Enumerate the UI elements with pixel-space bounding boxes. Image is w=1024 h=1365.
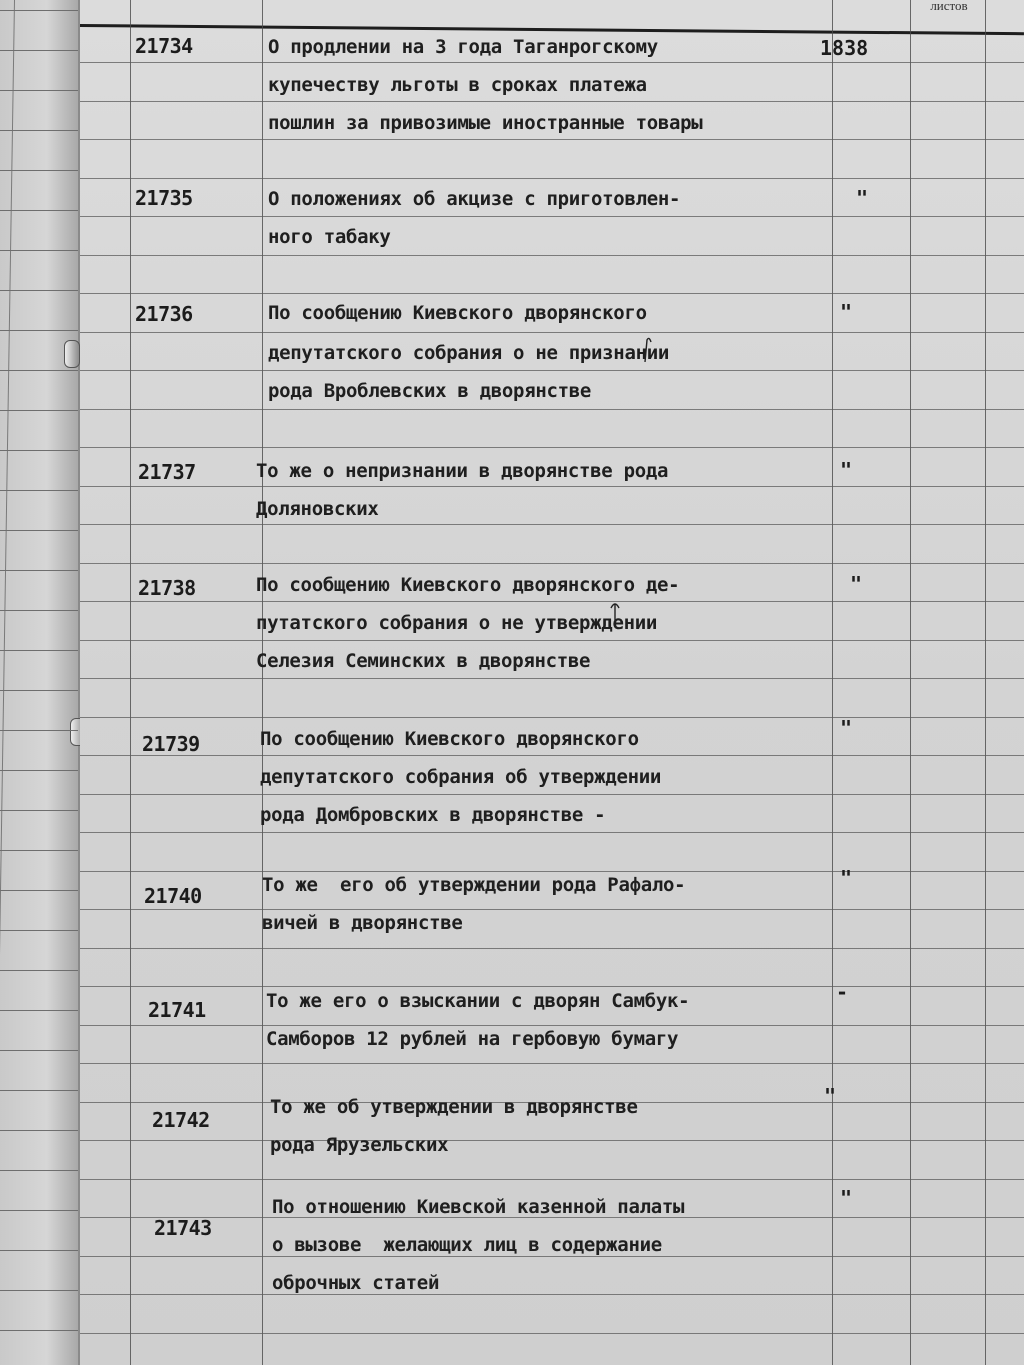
entry-title-line: депутатского собрания об утверждении — [260, 766, 662, 788]
ruled-line — [0, 130, 78, 131]
entry-date-ditto: " — [840, 1186, 853, 1210]
entry-date-ditto: " — [850, 572, 863, 596]
entry-date-ditto: " — [840, 866, 853, 890]
entry-title-line: То же его о взыскании с дворян Самбук- — [266, 990, 690, 1012]
ruled-line — [0, 410, 78, 411]
entry-title-line: вичей в дворянстве — [262, 912, 463, 934]
ruled-line — [0, 810, 78, 811]
ruled-line — [0, 170, 78, 171]
entry-title-line: То же о непризнании в дворянстве рода — [256, 460, 669, 482]
entry-title-line: По сообщению Киевского дворянского — [260, 728, 639, 750]
ruled-line — [0, 890, 78, 891]
binding-clip — [64, 340, 80, 368]
entry-date-ditto: " — [824, 1084, 837, 1108]
ruled-line — [80, 447, 1024, 448]
entry-date-ditto: " — [840, 458, 853, 482]
ruled-line — [0, 930, 78, 931]
column-divider-date — [910, 0, 911, 1365]
ruled-line — [80, 1333, 1024, 1334]
ruled-line — [80, 1063, 1024, 1064]
ruled-line — [0, 770, 78, 771]
ruled-line — [0, 1010, 78, 1011]
entry-title-line: купечеству льготы в сроках платежа — [268, 74, 647, 96]
ruled-line — [0, 1210, 78, 1211]
ruled-line — [0, 850, 78, 851]
entry-title-line: пошлин за привозимые иностранные товары — [268, 112, 703, 134]
entry-title-line: То же его об утверждении рода Рафало- — [262, 874, 686, 896]
ruled-line — [0, 1170, 78, 1171]
column-divider-margin — [130, 0, 131, 1365]
ruled-line — [0, 10, 78, 11]
entry-title-line: ного табаку — [268, 226, 391, 248]
ruled-line — [0, 210, 78, 211]
ruled-line — [0, 1130, 78, 1131]
ruled-line — [0, 1330, 78, 1331]
entry-number: 21738 — [138, 576, 196, 600]
ruled-line — [80, 1294, 1024, 1295]
ruled-line — [0, 450, 78, 451]
entry-number: 21734 — [135, 34, 193, 58]
entry-number: 21741 — [148, 998, 206, 1022]
entry-date-ditto: " — [840, 716, 853, 740]
ruled-line — [0, 690, 78, 691]
ruled-line — [0, 970, 78, 971]
entry-number: 21737 — [138, 460, 196, 484]
handwritten-insert-mark-icon — [610, 600, 620, 626]
entry-number: 21739 — [142, 732, 200, 756]
entry-number: 21735 — [135, 186, 193, 210]
entry-title-line: То же об утверждении в дворянстве — [270, 1096, 638, 1118]
entry-date-ditto: " — [840, 300, 853, 324]
ruled-line — [80, 909, 1024, 910]
column-divider-title — [832, 0, 833, 1365]
entry-number: 21742 — [152, 1108, 210, 1132]
ruled-line — [80, 524, 1024, 525]
facing-page-margin — [0, 0, 80, 1365]
ruled-line — [0, 610, 78, 611]
entry-number: 21740 — [144, 884, 202, 908]
ruled-line — [0, 90, 78, 91]
ruled-line — [80, 1179, 1024, 1180]
ruled-line — [0, 1050, 78, 1051]
entry-date-dash: - — [836, 980, 849, 1004]
entry-title-line: Доляновских — [256, 498, 379, 520]
ruled-line — [0, 1250, 78, 1251]
ruled-line — [0, 1090, 78, 1091]
handwritten-insert-mark-icon — [643, 336, 653, 362]
entry-title-line: По сообщению Киевского дворянского де- — [256, 574, 680, 596]
ruled-line — [0, 370, 78, 371]
ruled-line — [80, 717, 1024, 718]
ruled-line — [0, 330, 78, 331]
entry-title-line: рода Вроблевских в дворянстве — [268, 380, 592, 402]
entry-title-line: депутатского собрания о не признании — [268, 342, 670, 364]
ruled-line — [80, 563, 1024, 564]
ruled-line — [80, 255, 1024, 256]
ruled-line — [0, 530, 78, 531]
entry-title-line: о вызове желающих лиц в содержание — [272, 1234, 662, 1256]
sheets-column-header: листов — [930, 0, 968, 13]
entry-title-line: По отношению Киевской казенной палаты — [272, 1196, 685, 1218]
ruled-line — [0, 290, 78, 291]
ruled-line — [0, 650, 78, 651]
entry-title-line: рода Ярузельских — [270, 1134, 449, 1156]
entry-date-ditto: " — [856, 186, 869, 210]
column-divider-sheets — [985, 0, 986, 1365]
column-divider-number — [262, 0, 263, 1365]
entry-title-line: О продлении на 3 года Таганрогскому — [268, 36, 658, 58]
ruled-line — [80, 1140, 1024, 1141]
ruled-line — [0, 490, 78, 491]
ruled-line — [0, 50, 78, 51]
entry-number: 21743 — [154, 1216, 212, 1240]
register-page — [80, 0, 1024, 1365]
entry-title-line: рода Домбровских в дворянстве - — [260, 804, 606, 826]
entry-date: 1838 — [820, 36, 869, 60]
entry-number: 21736 — [135, 302, 193, 326]
entry-title-line: Селезия Семинских в дворянстве — [256, 650, 591, 672]
entry-title-line: Самборов 12 рублей на гербовую бумагу — [266, 1028, 679, 1050]
ruled-line — [80, 178, 1024, 179]
ruled-line — [0, 1290, 78, 1291]
ruled-line — [0, 730, 78, 731]
entry-title-line: О положениях об акцизе с приготовлен- — [268, 188, 681, 210]
ruled-line — [0, 250, 78, 251]
entry-title-line: По сообщению Киевского дворянского — [268, 302, 647, 324]
entry-title-line: оброчных статей — [272, 1272, 440, 1294]
entry-title-line: путатского собрания о не утверждении — [256, 612, 658, 634]
ruled-line — [0, 570, 78, 571]
ruled-line — [80, 948, 1024, 949]
margin-rule — [0, 0, 15, 1365]
